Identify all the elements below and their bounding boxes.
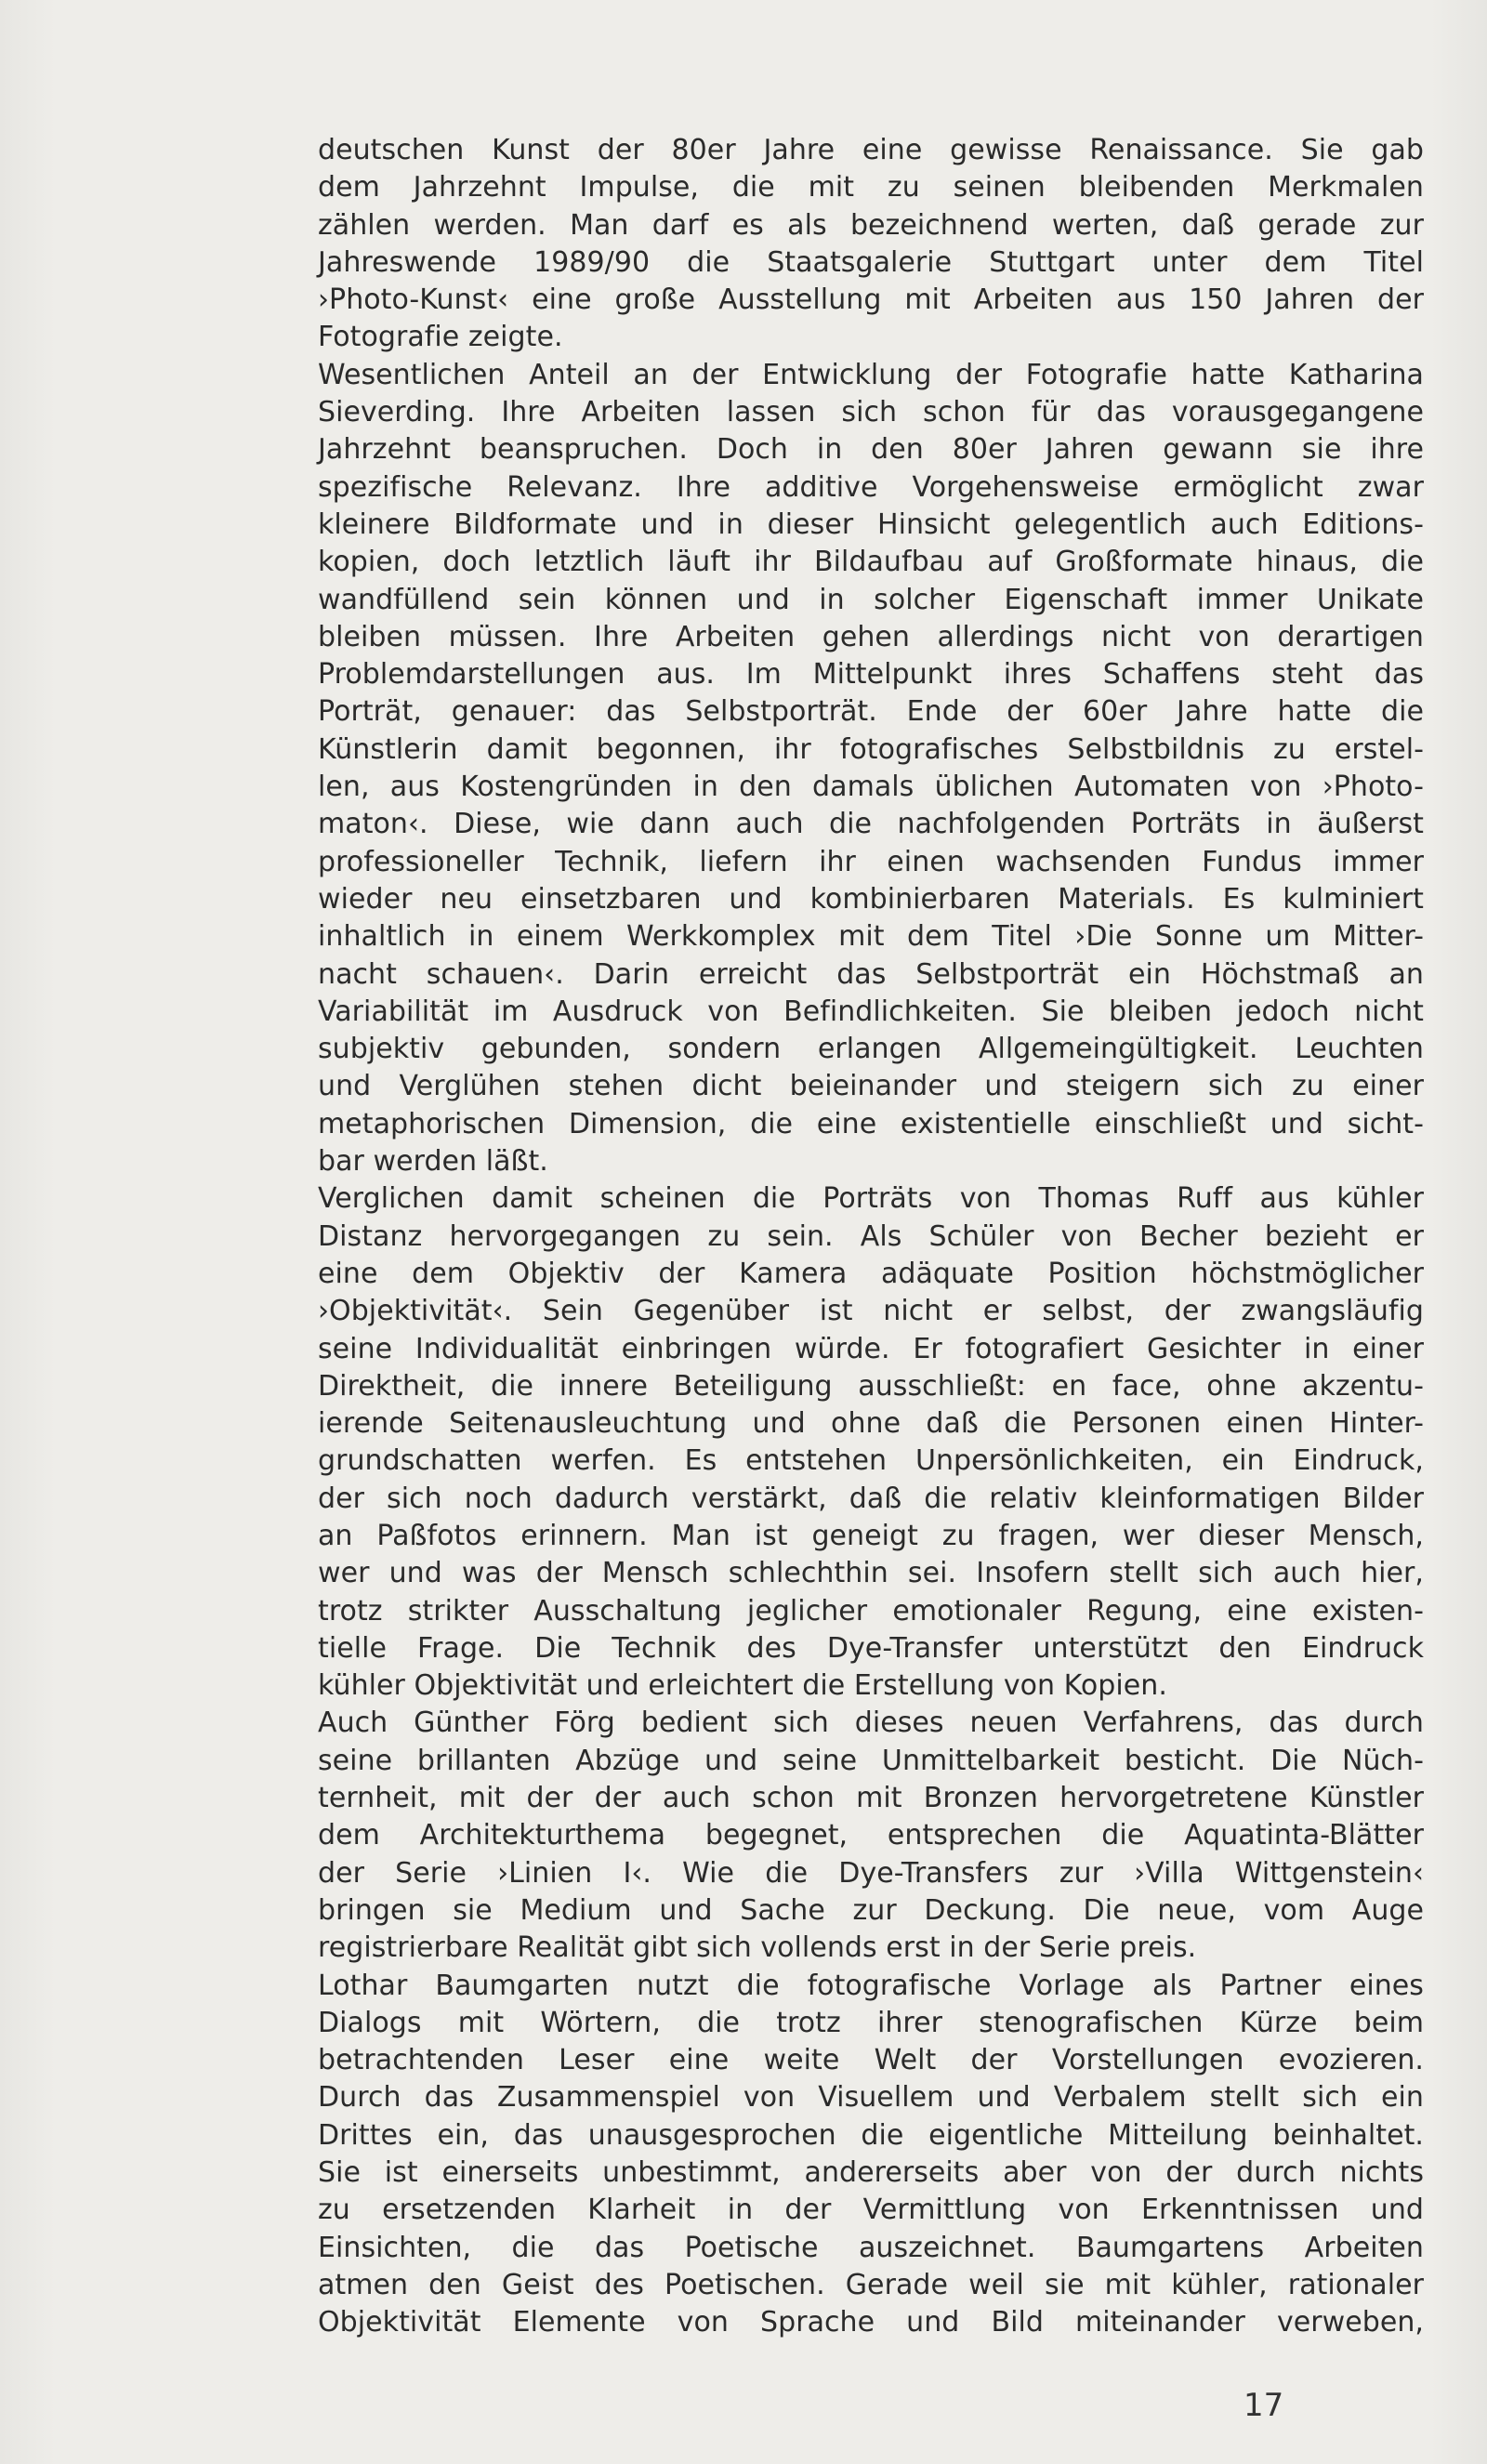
text-line: subjektiv gebunden, sondern erlangen Allgemeingültigkeit. Leuchten bbox=[318, 1033, 1424, 1066]
text-line: seine brillanten Abzüge und seine Unmittelbarkeit besticht. Die Nüch- bbox=[318, 1744, 1424, 1777]
text-line: und Verglühen stehen dicht beieinander und steigern sich zu einer bbox=[318, 1070, 1424, 1103]
text-line: Durch das Zusammenspiel von Visuellem und Verbalem stellt sich ein bbox=[318, 2081, 1424, 2115]
text-line: Fotografie zeigte. bbox=[318, 321, 563, 354]
text-line: betrachtenden Leser eine weite Welt der Vorstellungen evozieren. bbox=[318, 2044, 1424, 2077]
text-line: ›Photo-Kunst‹ eine große Ausstellung mit Arbeiten aus 150 Jahren der bbox=[318, 283, 1424, 317]
text-line: der Serie ›Linien I‹. Wie die Dye-Transfers zur ›Villa Wittgenstein‹ bbox=[318, 1856, 1424, 1890]
body-text bbox=[318, 132, 1424, 2342]
text-line: wieder neu einsetzbaren und kombinierbaren Materials. Es kulminiert bbox=[318, 882, 1424, 916]
text-line: nacht schauen‹. Darin erreicht das Selbstporträt ein Höchstmaß an bbox=[318, 957, 1424, 991]
text-line: Sie ist einerseits unbestimmt, andererseits aber von der durch nichts bbox=[318, 2156, 1424, 2190]
text-line: Einsichten, die das Poetische auszeichnet. Baumgartens Arbeiten bbox=[318, 2231, 1424, 2264]
text-line: professioneller Technik, liefern ihr einen wachsenden Fundus immer bbox=[318, 845, 1424, 878]
text-line: Direktheit, die innere Beteiligung ausschließt: en face, ohne akzentu- bbox=[318, 1369, 1424, 1403]
text-line: Porträt, genauer: das Selbstporträt. Ende der 60er Jahre hatte die bbox=[318, 695, 1424, 729]
text-line: Drittes ein, das unausgesprochen die eigentliche Mitteilung beinhaltet. bbox=[318, 2118, 1424, 2152]
text-line: Wesentlichen Anteil an der Entwicklung der Fotografie hatte Katharina bbox=[318, 358, 1424, 391]
text-line: dem Architekturthema begegnet, entsprechen die Aquatinta-Blätter bbox=[318, 1819, 1424, 1852]
page-number: 17 bbox=[1244, 2387, 1284, 2424]
text-line: bar werden läßt. bbox=[318, 1145, 548, 1179]
text-line: eine dem Objektiv der Kamera adäquate Position höchstmöglicher bbox=[318, 1257, 1424, 1290]
text-line: deutschen Kunst der 80er Jahre eine gewisse Renaissance. Sie gab bbox=[318, 134, 1424, 166]
text-line: Sieverding. Ihre Arbeiten lassen sich schon für das vorausgegangene bbox=[318, 396, 1424, 429]
text-line: bringen sie Medium und Sache zur Deckung. Die neue, vom Auge bbox=[318, 1893, 1424, 1927]
text-line: ternheit, mit der der auch schon mit Bronzen hervorgetretene Künstler bbox=[318, 1782, 1424, 1815]
text-line: metaphorischen Dimension, die eine existentielle einschließt und sicht- bbox=[318, 1107, 1424, 1140]
text-line: bleiben müssen. Ihre Arbeiten gehen allerdings nicht von derartigen bbox=[318, 620, 1424, 653]
text-line: kopien, doch letztlich läuft ihr Bildaufbau auf Großformate hinaus, die bbox=[318, 546, 1424, 579]
text-line: registrierbare Realität gibt sich vollends erst in der Serie preis. bbox=[318, 1931, 1197, 1965]
text-line: Problemdarstellungen aus. Im Mittelpunkt ihres Schaffens steht das bbox=[318, 658, 1424, 692]
text-line: maton‹. Diese, wie dann auch die nachfolgenden Porträts in äußerst bbox=[318, 808, 1424, 841]
text-line: Distanz hervorgegangen zu sein. Als Schüler von Becher bezieht er bbox=[318, 1219, 1424, 1253]
text-line: kleinere Bildformate und in dieser Hinsicht gelegentlich auch Editions- bbox=[318, 507, 1424, 541]
text-line: tielle Frage. Die Technik des Dye-Transfer unterstützt den Eindruck bbox=[318, 1631, 1424, 1665]
text-line: Dialogs mit Wörtern, die trotz ihrer stenografischen Kürze beim bbox=[318, 2006, 1424, 2039]
text-line: Jahreswende 1989/90 die Staatsgalerie Stuttgart unter dem Titel bbox=[318, 245, 1424, 279]
text-line: Auch Günther Förg bedient sich dieses neuen Verfahrens, das durch bbox=[318, 1706, 1424, 1740]
text-line: trotz strikter Ausschaltung jeglicher emotionaler Regung, eine existen- bbox=[318, 1594, 1424, 1627]
text-line: seine Individualität einbringen würde. Er fotografiert Gesichter in einer bbox=[318, 1332, 1424, 1365]
text-line: wer und was der Mensch schlechthin sei. Insofern stellt sich auch hier, bbox=[318, 1557, 1424, 1590]
text-line: grundschatten werfen. Es entstehen Unpersönlichkeiten, ein Eindruck, bbox=[318, 1444, 1424, 1478]
text-line: wandfüllend sein können und in solcher Eigenschaft immer Unikate bbox=[318, 583, 1424, 616]
text-line: ierende Seitenausleuchtung und ohne daß die Personen einen Hinter- bbox=[318, 1407, 1424, 1441]
text-line: zu ersetzenden Klarheit in der Vermittlung von Erkenntnissen und bbox=[318, 2194, 1424, 2227]
text-line: Jahrzehnt beanspruchen. Doch in den 80er Jahren gewann sie ihre bbox=[318, 433, 1424, 467]
text-line: len, aus Kostengründen in den damals üblichen Automaten von ›Photo- bbox=[318, 771, 1424, 804]
text-line: Lothar Baumgarten nutzt die fotografische Vorlage als Partner eines bbox=[318, 1969, 1424, 2002]
text-line: kühler Objektivität und erleichtert die Erstellung von Kopien. bbox=[318, 1669, 1167, 1703]
text-line: Verglichen damit scheinen die Porträts von Thomas Ruff aus kühler bbox=[318, 1182, 1424, 1216]
text-line: Künstlerin damit begonnen, ihr fotografisches Selbstbildnis zu erstel- bbox=[318, 732, 1424, 766]
text-line: spezifische Relevanz. Ihre additive Vorgehensweise ermöglicht zwar bbox=[318, 470, 1424, 504]
text-line: zählen werden. Man darf es als bezeichnend werten, daß gerade zur bbox=[318, 208, 1424, 242]
text-line: Objektivität Elemente von Sprache und Bild miteinander verweben, bbox=[318, 2306, 1424, 2339]
text-line: inhaltlich in einem Werkkomplex mit dem Titel ›Die Sonne um Mitter- bbox=[318, 920, 1424, 954]
text-line: Variabilität im Ausdruck von Befindlichkeiten. Sie bleiben jedoch nicht bbox=[318, 995, 1424, 1028]
text-line: atmen den Geist des Poetischen. Gerade weil sie mit kühler, rationaler bbox=[318, 2268, 1424, 2301]
text-line: der sich noch dadurch verstärkt, daß die relativ kleinformatigen Bilder bbox=[318, 1482, 1424, 1515]
text-line: ›Objektivität‹. Sein Gegenüber ist nicht er selbst, der zwangsläufig bbox=[318, 1295, 1424, 1328]
text-line: an Paßfotos erinnern. Man ist geneigt zu fragen, wer dieser Mensch, bbox=[318, 1519, 1424, 1552]
text-line: dem Jahrzehnt Impulse, die mit zu seinen bleibenden Merkmalen bbox=[318, 171, 1424, 204]
